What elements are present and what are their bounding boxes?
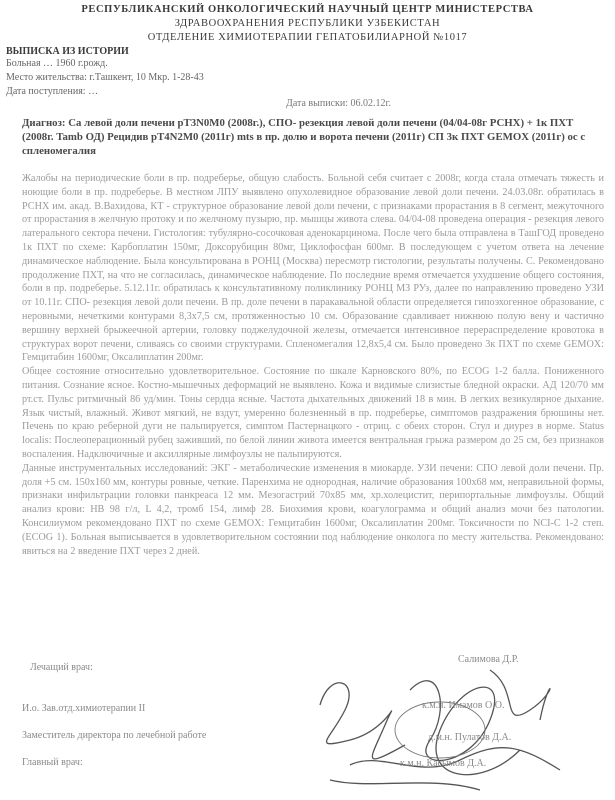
signature-scribbles xyxy=(290,650,590,800)
patient-address: Место жительства: г.Ташкент, 10 Мкр. 1-28-43 xyxy=(6,72,204,83)
head-label: И.о. Зав.отд.химиотерапии II xyxy=(22,703,146,714)
diagnosis-paragraph: Диагноз: Ca левой доли печени pT3N0M0 (2008г.), СПО- резекция левой доли печени (04/04-08г РСНХ) + 1к ПХТ (2008г. Tamb ОД) Рецидив pT4N2M0 (2011г) mts в пр. долю и ворота печени (2011г) СП 3к ПХТ GEMOX (2011г) ос с спленомегалия xyxy=(22,117,586,157)
header-line-3: ОТДЕЛЕНИЕ ХИМИОТЕРАПИИ ГЕПАТОБИЛИАРНОЙ №1017 xyxy=(147,32,468,43)
clinical-text xyxy=(22,172,604,650)
deputy-label: Заместитель директора по лечебной работе xyxy=(22,730,207,741)
header-line-1: РЕСПУБЛИКАНСКИЙ ОНКОЛОГИЧЕСКИЙ НАУЧНЫЙ ЦЕНТР МИНИСТЕРСТВА xyxy=(81,4,534,15)
doctor-name: Салимова Д.Р. xyxy=(458,654,519,665)
chief-label: Главный врач: xyxy=(22,757,83,768)
header-line-2: ЗДРАВООХРАНЕНИЯ РЕСПУБЛИКИ УЗБЕКИСТАН xyxy=(174,18,441,29)
history-paragraph: Жалобы на периодические боли в пр. подреберье, общую слабость. Больной себя считает с 2008г, когда стала отмечать тяжесть и ноющие боли в пр. подреберье. В местном ЛПУ выявлено опухолевидное образование левой доли печени. 24.03.08г. обратилась в РСНХ им. акад. В.Вахидова, КТ - структурное образование левой доли печени, с признаками прорастания в 8 сегмент, межуточного от прорастания в желчную протоку и по желчному пузырю, пр. мышцы живота слева. 04/04-08 проведена операция - резекция левого латерального сектора печени. Гистология: тубулярно-сосочковая аденокарцинома. После чего была отправлена в ТашГОД проведено 1к ПХТ по схеме: Карбоплатин 150мг, Доксорубицин 80мг, Циклофосфан 600мг. В последующем с учетом ответа на лечение динамическое наблюдение. Была консультирована в РОНЦ (Москва) пересмотр гистологии, результаты получены. С. Рекомендовано продолжение ПХТ, на что не согласилась, динамическое наблюдение. По последние время отмечается ухудшение общего состояния, боли в пр. подреберье. 5.12.11г. обратилась к консультативному поликлинику РОНЦ МЗ РУз, далее по направлению проведено УЗИ от 10.11г. СПО- резекция левой доли печени. В пр. доле печени в паракавальной области определяется гипоэхогенное образование, с неровными, нечеткими контурами 8,3х7,5 см, протяженностью 10 см. Образование сдавливает нижнюю полую вену и частично вершину верхней брыжеечной артерии, головку поджелудочной железы, отмечается интенсивное перераспределение кровотока в структурах ворот печени, сливаясь со своими структурами. Спленомегалия 12,8х5,4 см. Было проведено 3к ПХТ по схеме GEMOX: Гемцитабин 1600мг, Оксалиплатин 200мг. xyxy=(22,173,604,364)
chief-name: к.м.н. Касымов Д.А. xyxy=(400,758,487,769)
patient-name: Больная … 1960 г.рожд. xyxy=(6,58,108,69)
document-title: ВЫПИСКА ИЗ ИСТОРИИ xyxy=(6,46,129,57)
deputy-name: д.м.н. Пулатов Д.А. xyxy=(428,732,512,743)
head-name: к.м.н. Имамов О.О. xyxy=(422,700,505,711)
admission-date: Дата поступления: … xyxy=(6,86,99,97)
doctor-label: Лечащий врач: xyxy=(30,662,93,673)
status-paragraph: Общее состояние относительно удовлетворительное. Состояние по шкале Карновского 80%, по ECOG 1-2 балла. Пониженного питания. Сознание ясное. Костно-мышечных деформаций не выявлено. Кожа и видимые слизистые бледной окраски. АД 120/70 мм рт.ст. Пульс ритмичный 86 уд/мин. Тоны сердца ясные. Частота дыхательных движений 18 в мин. В легких везикулярное дыхание. Язык чистый, влажный. Живот мягкий, не вздут, умеренно болезненный в пр. подреберье, симптомов раздражения брюшины нет. Печень по краю реберной дуги не пальпируется, симптом Пастернацкого - отриц. с обеих сторон. Стул и диурез в норме. Status localis: Послеоперационный рубец заживший, по белой линии живота имеется вентральная грыжа размером до 25 см, без признаков воспаления. Надключичные и аксиллярные лимфоузлы не пальпируются. xyxy=(22,366,604,460)
discharge-date: Дата выписки: 06.02.12г. xyxy=(286,98,391,109)
findings-paragraph: Данные инструментальных исследований: ЭКГ - метаболические изменения в миокарде. УЗИ печени: СПО левой доли печени. Пр. доля +5 см. 150х160 мм, контуры ровные, четкие. Паренхима не однородная, наличие образования 100х68 мм, неправильной формы, признаки инфильтрации головки панкреаса 12 мм. Мезогастрий 70х85 мм, хр.холецистит, перипортальные лимфоузлы. Общий анализ крови: НВ 98 г/л, L 4,2, тромб 154, лимф 28. Биохимия крови, коагулограмма и общий анализ мочи без патологии. Консилиумом рекомендовано ПХТ по схеме GEMOX: Гемцитабин 1600мг, Оксалиплатин 200мг. Токсичности по NCI-C 1-2 степ. (ECOG 1). Больная выписывается в удовлетворительном состоянии под наблюдение онколога по месту жительства. Рекомендовано: явиться на 2 введение ПХТ через 2 дней. xyxy=(22,462,604,557)
